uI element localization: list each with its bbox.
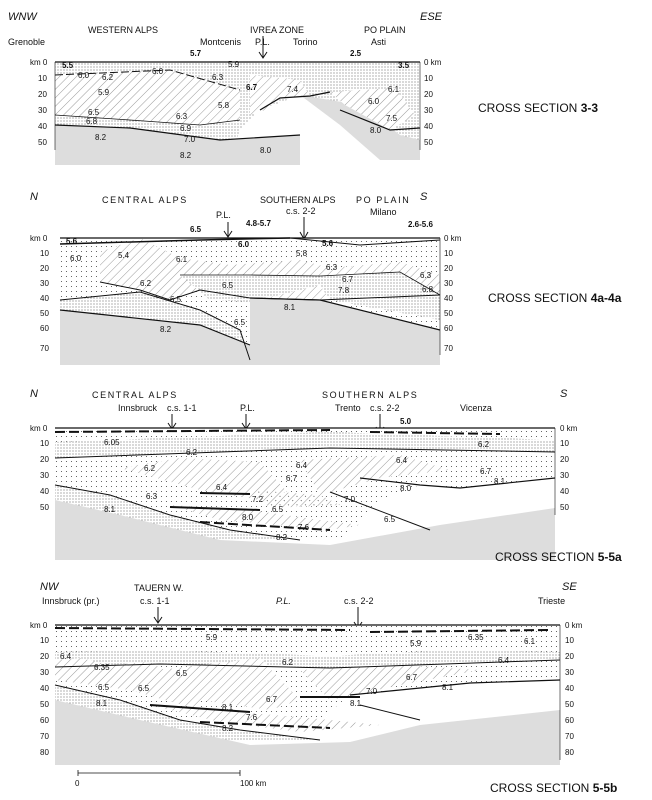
scale-bar [75, 770, 267, 788]
depth-tick: 10 [560, 439, 569, 448]
depth-tick: km 0 [30, 424, 48, 433]
velocity-label: 6.5 [176, 669, 188, 678]
velocity-label: 5.8 [218, 101, 230, 110]
velocity-label: 6.5 [98, 683, 110, 692]
depth-tick: 70 [444, 344, 453, 353]
arrow-icon [242, 414, 250, 429]
place-label: Trieste [538, 596, 566, 606]
velocity-label: 8.1 [96, 699, 108, 708]
depth-axis-left [30, 234, 49, 353]
cross-section-5-5b [30, 581, 583, 765]
depth-tick: 40 [560, 487, 569, 496]
velocity-label: 8.1 [350, 699, 362, 708]
depth-tick: 40 [38, 122, 47, 131]
depth-tick: 0 km [424, 58, 442, 67]
depth-tick: 40 [40, 294, 49, 303]
depth-tick: 30 [444, 279, 453, 288]
velocity-label: 8.2 [160, 325, 172, 334]
place-label: c.s. 1-1 [140, 596, 170, 606]
place-label: c.s. 2-2 [370, 403, 400, 413]
velocity-label: 6.2 [282, 658, 294, 667]
place-label: Montcenis [200, 37, 242, 47]
arrow-icon [300, 217, 308, 239]
depth-axis-left [30, 58, 55, 150]
depth-tick: 10 [565, 636, 574, 645]
velocity-label: 8.1 [284, 303, 296, 312]
place-label: Trento [335, 403, 361, 413]
velocity-label: 6.8 [86, 117, 98, 126]
depth-tick: 0 km [444, 234, 462, 243]
velocity-label: 6.35 [468, 633, 484, 642]
velocity-label: 6.35 [94, 663, 110, 672]
cross-section-5-5a [30, 388, 622, 564]
velocity-label: 6.5 [88, 108, 100, 117]
velocity-label: 7.0 [344, 495, 356, 504]
velocity-label: 8.2 [95, 133, 107, 142]
depth-tick: 30 [565, 668, 574, 677]
depth-tick: 30 [40, 279, 49, 288]
region-label: PO PLAIN [364, 25, 406, 35]
arrow-icon [154, 607, 162, 623]
depth-axis-left [30, 424, 49, 512]
direction-left: N [30, 191, 38, 203]
velocity-label: 5.5 [62, 61, 74, 70]
depth-tick: 50 [565, 700, 574, 709]
depth-tick: km 0 [30, 234, 48, 243]
depth-tick: 30 [38, 106, 47, 115]
velocity-label: 6.3 [176, 112, 188, 121]
depth-tick: 50 [40, 309, 49, 318]
velocity-label: 5.9 [410, 639, 422, 648]
velocity-label: 6.3 [326, 263, 338, 272]
section-title: CROSS SECTION 5-5a [495, 550, 622, 564]
depth-tick: 10 [38, 74, 47, 83]
velocity-label: 6.3 [146, 492, 158, 501]
velocity-label: 6.2 [102, 73, 114, 82]
place-label: Innsbruck (pr.) [42, 596, 100, 606]
depth-tick: 50 [560, 503, 569, 512]
velocity-label: 6.2 [144, 464, 156, 473]
place-label: P.L. [216, 210, 231, 220]
velocity-label: 6.5 [234, 318, 246, 327]
velocity-label: 4.8-5.7 [246, 219, 271, 228]
velocity-label: 8.0 [260, 146, 272, 155]
depth-tick: 20 [40, 264, 49, 273]
velocity-label: 6.7 [246, 83, 258, 92]
depth-tick: 40 [444, 294, 453, 303]
velocity-label: 6.5 [138, 684, 150, 693]
depth-tick: 40 [565, 684, 574, 693]
place-label: Milano [370, 207, 397, 217]
direction-left: N [30, 388, 38, 400]
depth-tick: 40 [40, 487, 49, 496]
velocity-label: 6.1 [388, 85, 400, 94]
depth-tick: 20 [444, 264, 453, 273]
depth-tick: 10 [40, 249, 49, 258]
velocity-label: 6.4 [60, 652, 72, 661]
velocity-label: 8.1 [104, 505, 116, 514]
place-label: c.s. 2-2 [344, 596, 374, 606]
velocity-label: 8.1 [222, 703, 234, 712]
depth-tick: 30 [40, 471, 49, 480]
depth-tick: km 0 [30, 58, 48, 67]
arrow-icon [224, 222, 232, 237]
depth-tick: 60 [40, 716, 49, 725]
velocity-label: 7.6 [298, 523, 310, 532]
depth-tick: 40 [40, 684, 49, 693]
velocity-label: 6.4 [396, 456, 408, 465]
velocity-label: 5.0 [400, 417, 412, 426]
depth-tick: 0 km [565, 621, 583, 630]
velocity-label: 7.4 [287, 85, 299, 94]
velocity-label: 7.0 [366, 687, 378, 696]
boundary-line [360, 705, 420, 720]
place-label: P.L. [255, 37, 270, 47]
depth-tick: 20 [560, 455, 569, 464]
velocity-label: 6.1 [524, 637, 536, 646]
velocity-label: 7.8 [338, 286, 350, 295]
place-label: Torino [293, 37, 318, 47]
velocity-label: 5.8 [296, 249, 308, 258]
velocity-label: 8.2 [276, 533, 288, 542]
depth-axis-left [30, 621, 49, 757]
depth-tick: 20 [38, 90, 47, 99]
velocity-label: 7.0 [184, 135, 196, 144]
place-label: Asti [371, 37, 387, 47]
section-title: CROSS SECTION 5-5b [490, 781, 618, 795]
velocity-label: 6.3 [420, 271, 432, 280]
velocity-label: 6.7 [406, 673, 418, 682]
velocity-label: 6.4 [498, 656, 510, 665]
depth-tick: 60 [565, 716, 574, 725]
velocity-label: 8.1 [442, 683, 454, 692]
cross-section-3-3 [8, 11, 598, 165]
place-label: Innsbruck [118, 403, 158, 413]
place-label: Grenoble [8, 37, 46, 47]
place-label: P.L. [240, 403, 255, 413]
depth-tick: 70 [40, 344, 49, 353]
depth-tick: 10 [40, 636, 49, 645]
section-title: CROSS SECTION 3-3 [478, 101, 599, 115]
velocity-label: 5.6 [322, 239, 334, 248]
arrow-icon [168, 414, 176, 429]
velocity-label: 6.0 [70, 254, 82, 263]
velocity-label: 2.5 [350, 49, 362, 58]
depth-tick: 70 [565, 732, 574, 741]
velocity-label: 6.7 [480, 467, 492, 476]
depth-axis-right [555, 424, 578, 515]
boundary-line [200, 493, 250, 494]
direction-right: S [420, 191, 428, 203]
depth-tick: 20 [565, 652, 574, 661]
cross-section-4a-4a [30, 191, 622, 365]
velocity-label: 6.9 [180, 124, 192, 133]
velocity-label: 6.5 [384, 515, 396, 524]
velocity-label: 5.9 [228, 60, 240, 69]
depth-tick: 70 [40, 732, 49, 741]
depth-tick: 10 [444, 249, 453, 258]
depth-tick: 20 [40, 455, 49, 464]
velocity-label: 6.0 [238, 240, 250, 249]
place-label: Vicenza [460, 403, 492, 413]
depth-axis-right [560, 621, 583, 760]
velocity-label: 5.9 [98, 88, 110, 97]
velocity-label: 5.6 [66, 237, 78, 246]
depth-tick: 30 [560, 471, 569, 480]
region-label: CENTRAL ALPS [102, 195, 188, 205]
scale-start-label: 0 [75, 779, 80, 788]
depth-tick: 60 [444, 324, 453, 333]
depth-tick: 10 [424, 74, 433, 83]
section-title: CROSS SECTION 4a-4a [488, 291, 622, 305]
velocity-label: 6.5 [222, 281, 234, 290]
depth-tick: 30 [40, 668, 49, 677]
velocity-label: 6.2 [478, 440, 490, 449]
depth-tick: 40 [424, 122, 433, 131]
velocity-label: 5.9 [206, 633, 218, 642]
region-label: SOUTHERN ALPS [260, 195, 336, 205]
depth-tick: 50 [444, 309, 453, 318]
velocity-label: 6.2 [186, 448, 198, 457]
depth-axis-right [420, 58, 442, 150]
depth-tick: 50 [40, 700, 49, 709]
direction-right: S [560, 388, 568, 400]
scale-end-label: 100 km [240, 779, 267, 788]
velocity-label: 6.05 [104, 438, 120, 447]
velocity-label: 6.4 [296, 461, 308, 470]
direction-left: WNW [8, 11, 37, 23]
velocity-label: 7.6 [246, 713, 258, 722]
depth-tick: 10 [40, 439, 49, 448]
region-label: WESTERN ALPS [88, 25, 159, 35]
velocity-label: 8.1 [494, 477, 506, 486]
velocity-label: 6.0 [78, 71, 90, 80]
velocity-label: 6.4 [216, 483, 228, 492]
depth-axis-right [440, 234, 462, 355]
velocity-label: 8.2 [222, 724, 234, 733]
velocity-label: 6.2 [140, 279, 152, 288]
depth-tick: 60 [40, 324, 49, 333]
velocity-label: 6.3 [212, 73, 224, 82]
velocity-label: 6.7 [266, 695, 278, 704]
region-label: IVREA ZONE [250, 25, 305, 35]
region-label: SOUTHERN ALPS [322, 390, 419, 400]
velocity-label: 8.0 [242, 513, 254, 522]
velocity-label: 2.6-5.6 [408, 220, 433, 229]
depth-tick: 80 [565, 748, 574, 757]
velocity-label: 6.7 [342, 275, 354, 284]
velocity-label: 6.1 [176, 255, 188, 264]
velocity-label: 6.5 [190, 225, 202, 234]
velocity-label: 6.5 [170, 295, 182, 304]
velocity-label: 6.0 [152, 67, 164, 76]
velocity-label: 5.4 [118, 251, 130, 260]
velocity-label: 5.7 [190, 49, 202, 58]
velocity-label: 7.5 [386, 114, 398, 123]
region-label: TAUERN W. [134, 583, 184, 593]
depth-tick: km 0 [30, 621, 48, 630]
velocity-label: 7.2 [252, 495, 264, 504]
region-label: PO PLAIN [356, 195, 411, 205]
depth-tick: 50 [38, 138, 47, 147]
depth-tick: 80 [40, 748, 49, 757]
place-label: P.L. [276, 596, 291, 606]
velocity-label: 6.0 [368, 97, 380, 106]
velocity-label: 8.0 [400, 484, 412, 493]
place-label: c.s. 2-2 [286, 206, 316, 216]
depth-tick: 0 km [560, 424, 578, 433]
direction-left: NW [40, 581, 59, 593]
velocity-label: 3.5 [398, 61, 410, 70]
direction-right: ESE [420, 11, 443, 23]
velocity-label: 8.2 [180, 151, 192, 160]
velocity-label: 6.8 [422, 285, 434, 294]
direction-right: SE [562, 581, 577, 593]
place-label: c.s. 1-1 [167, 403, 197, 413]
depth-tick: 20 [40, 652, 49, 661]
depth-tick: 30 [424, 106, 433, 115]
velocity-label: 6.5 [272, 505, 284, 514]
depth-tick: 50 [424, 138, 433, 147]
velocity-label: 6.7 [286, 474, 298, 483]
velocity-label: 8.0 [370, 126, 382, 135]
region-label: CENTRAL ALPS [92, 390, 178, 400]
depth-tick: 20 [424, 90, 433, 99]
depth-tick: 50 [40, 503, 49, 512]
